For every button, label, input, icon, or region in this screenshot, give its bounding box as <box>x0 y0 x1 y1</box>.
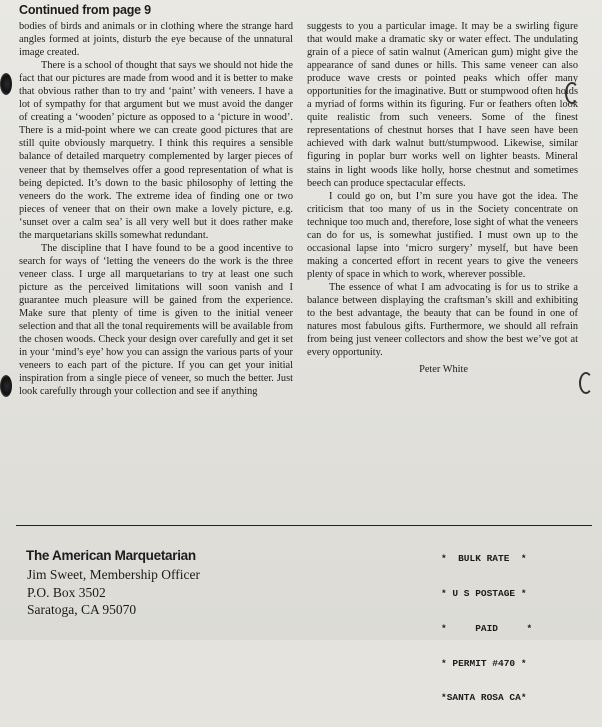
article-right-column <box>307 20 578 376</box>
author-signature: Peter White <box>419 364 468 376</box>
address-line: Jim Sweet, Membership Officer <box>27 567 200 582</box>
article-paragraph: The essence of what I am advocating is for us to strike a balance between displaying the craftsman’s skill and exhibiting to the best advantage, the beauty that can be found in one of natures most fabulous gifts. Furthermore, we should all refrain from being just veneer collectors and show the best we’ve got at every opportunity. <box>307 281 578 359</box>
article-paragraph: bodies of birds and animals or in clothing where the strange hard angles formed at joints, disturb the eye because of the unnatural image created. <box>19 21 293 59</box>
binder-ring-icon <box>579 372 593 394</box>
postage-line: * U S POSTAGE * <box>441 587 527 599</box>
footer-divider <box>16 525 592 526</box>
organization-name: The American Marquetarian <box>26 548 196 563</box>
article-paragraph: There is a school of thought that says we should not hide the fact that our pictures are made from wood and it is better to make that obvious rather than to try and ‘paint’ with veneers. I have a lot of sympathy for that argument but we must avoid the danger of creating a ‘wooden’ picture as opposed to a ‘picture in wood’. There is a mid-point where we can create good pictures that are still quite obviously marquetry. I think this requires a sensible balance of detailed marquetry complemented by larger pieces of veneer that by themselves offer a good representation of what is being depicted. It’s down to the basic philosophy of letting the veneers do the work. The extreme idea of finding one or two pieces of veneer that on their own make a lovely picture, e.g. ‘sunset over a calm sea’ is all very well but it does rather make the marquetarians skills somewhat redundant. <box>19 60 293 241</box>
binder-hole-icon <box>0 73 12 95</box>
postage-line: * PAID * <box>441 622 533 634</box>
binder-ring-icon <box>565 82 579 104</box>
mailing-address <box>27 566 200 619</box>
binder-hole-icon <box>0 375 12 397</box>
article-paragraph: I could go on, but I’m sure you have got the idea. The criticism that too many of us in the Society concentrate on technique too much and, therefore, lose sight of what the veneers can do for us, is somewhat justified. I must own up to the occasional lapse into ‘micro surgery’ myself, but have been making a concerted effort in recent years to give the veneers plenty of space in which to work, wherever possible. <box>307 190 578 280</box>
address-line: P.O. Box 3502 <box>27 584 106 600</box>
article-paragraph: The discipline that I have found to be a good incentive to search for ways of ‘letting the veneers do the work is the three veneer class. I urge all marquetarians to try at least one such picture as the perceived limitations will soon vanish and I guarantee much pleasure will be gained from the experience. Make sure that plenty of time is given to the initial veneer selection and that all the tonal requirements will be available from the chosen woods. Check your design over carefully and get it set in your ‘mind’s eye’ how you can assign the various parts of your veneers to each part of the picture. If you can get your initial inspiration from a single piece of veneer, so much the better. Just look carefully through your collection and see if anything <box>19 242 294 398</box>
article-paragraph: suggests to you a particular image. It may be a swirling figure that would make a dramatic sky or water effect. The undulating grain of a piece of satin walnut (American gum) might give the appearance of sand dunes or hills. This same veneer can also produce wave crests or pointed peaks which offer many opportunities for the imaginative. Butt or stumpwood often holds a myriad of forms within its figuring. Fur or feathers often look quite realistic from such veneers. Some of the finest representations of chestnut horses that I have seen have been achieved with dark walnut butt/stumpwood. Likewise, similar figuring in poplar burr works well on lighter beasts. Mineral stains in light woods like holly, horse chestnut and sometimes beech can produce spectacular effects. <box>307 21 578 189</box>
address-line: Saratoga, CA 95070 <box>27 602 137 617</box>
postage-line: *SANTA ROSA CA* <box>441 692 527 704</box>
postage-permit-indicia <box>441 530 532 727</box>
article-left-column <box>19 20 293 398</box>
postage-line: * PERMIT #470 * <box>441 657 527 669</box>
postage-line: * BULK RATE * <box>441 553 527 565</box>
continued-header: Continued from page 9 <box>19 3 151 17</box>
